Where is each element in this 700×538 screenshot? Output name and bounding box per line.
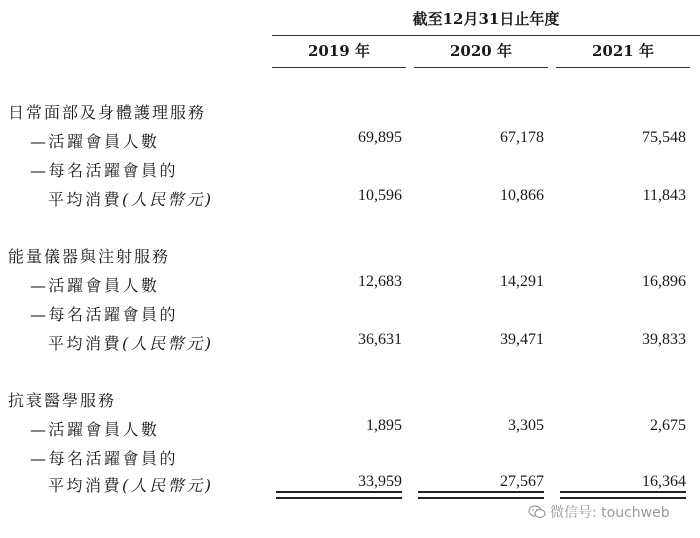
cell-value: 2,675 (650, 417, 686, 434)
year-2021: 2021 年 (556, 40, 690, 68)
cell-value: 36,631 (358, 331, 402, 348)
cell-value: 27,567 (500, 473, 544, 490)
row-label-active: —活躍會員人數 (30, 276, 160, 295)
row-label-avg: —每名活躍會員的 (30, 449, 179, 468)
cell-value: 10,866 (500, 187, 544, 204)
wechat-icon (528, 505, 546, 519)
section-title: 能量儀器與注射服務 (8, 247, 171, 266)
watermark-text: 微信号: touchweb (550, 505, 670, 521)
cell-value: 69,895 (358, 129, 402, 146)
row-label-avg: —每名活躍會員的 (30, 161, 179, 180)
year-2019: 2019 年 (272, 40, 406, 68)
total-underline (418, 491, 544, 499)
row-label-avg-2: 平均消費(人民幣元) (48, 190, 214, 209)
cell-value: 3,305 (508, 417, 544, 434)
cell-value: 14,291 (500, 273, 544, 290)
cell-value: 39,471 (500, 331, 544, 348)
cell-value: 39,833 (642, 331, 686, 348)
cell-value: 1,895 (366, 417, 402, 434)
row-label-avg-2: 平均消費(人民幣元) (48, 334, 214, 353)
section-title: 抗衰醫學服務 (8, 391, 117, 410)
total-underline (560, 491, 686, 499)
cell-value: 67,178 (500, 129, 544, 146)
cell-value: 11,843 (642, 187, 686, 204)
row-label-avg: —每名活躍會員的 (30, 305, 179, 324)
row-label-avg-2: 平均消費(人民幣元) (48, 476, 214, 495)
total-underline (276, 491, 402, 499)
cell-value: 10,596 (358, 187, 402, 204)
year-2020: 2020 年 (414, 40, 548, 68)
section-title: 日常面部及身體護理服務 (8, 103, 207, 122)
cell-value: 16,364 (642, 473, 686, 490)
cell-value: 12,683 (358, 273, 402, 290)
row-label-active: —活躍會員人數 (30, 132, 160, 151)
watermark (528, 502, 670, 522)
header-period: 截至12月31日止年度 (272, 8, 700, 36)
cell-value: 16,896 (642, 273, 686, 290)
cell-value: 75,548 (642, 129, 686, 146)
cell-value: 33,959 (358, 473, 402, 490)
row-label-active: —活躍會員人數 (30, 420, 160, 439)
